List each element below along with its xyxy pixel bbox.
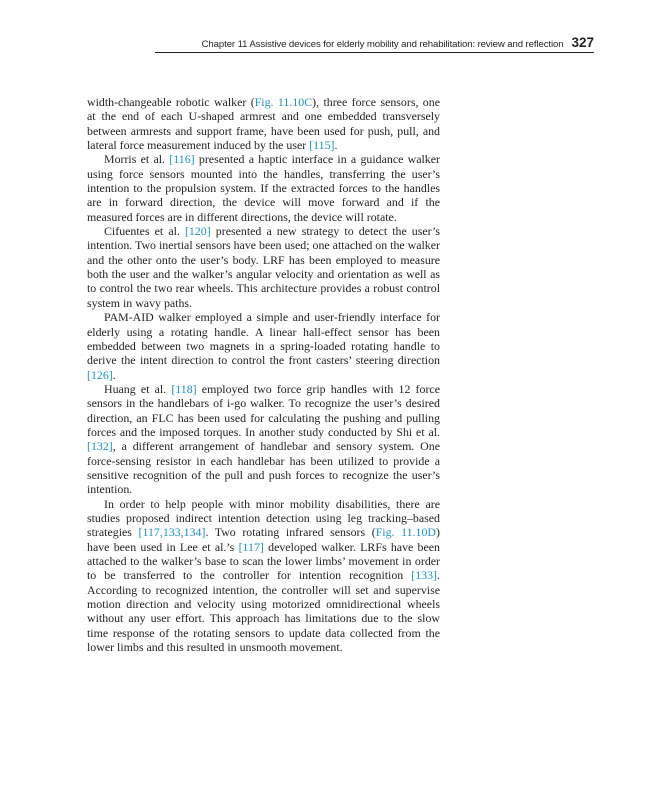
cross-reference-link[interactable]: [126] xyxy=(87,367,113,382)
paragraph-text: . According to recognized intention, the controller will set and supervise motion direction and velocity using motorized omnidirectional wheels without any user effort. This approach has limitations due to the slow time response of the rotating sensors to update data collected from the lower limbs and this resulted in unsmooth movement. xyxy=(87,568,440,655)
paragraph xyxy=(87,95,440,152)
cross-reference-link[interactable]: [120] xyxy=(184,224,211,239)
cross-reference-link[interactable]: [115] xyxy=(309,138,335,153)
cross-reference-link[interactable]: [118] xyxy=(171,381,197,396)
paragraph xyxy=(87,224,440,310)
paragraph xyxy=(87,497,440,655)
cross-reference-link[interactable]: [133] xyxy=(411,568,438,583)
paragraph-text: ), three force sensors, one at the end of each U-shaped armrest and one embedded transversely between armrests and support frame, have been used for push, pull, and lateral force measurement induced by the user xyxy=(87,95,440,153)
page-number: 327 xyxy=(571,35,594,50)
cross-reference-link[interactable]: Fig. 11.10C xyxy=(254,95,313,109)
cross-reference-link[interactable]: [132] xyxy=(87,439,113,454)
paragraph xyxy=(87,382,440,497)
paragraph-text: Cifuentes et al. xyxy=(104,224,185,239)
paragraph-text: ) have been used in Lee et al.’s xyxy=(87,525,440,554)
body-text xyxy=(87,95,440,654)
paragraph-text: , a different arrangement of handlebar and sensory system. One force-sensing resistor in each handlebar has been utilized to provide a sensitive recognition of the pull and push forces to recognize the user’s intention. xyxy=(87,439,440,497)
paragraph-text: employed two force grip handles with 12 force sensors in the handlebars of i-go walker. To recognize the user’s desired direction, an FLC has been used for calculating the pushing and pulling forces and the imposed torques. In another study conducted by Shi et al. xyxy=(87,381,440,439)
paragraph xyxy=(87,152,440,224)
chapter-title: Chapter 11 Assistive devices for elderly mobility and rehabilitation: review and reflection xyxy=(201,39,564,50)
paragraph-text: Huang et al. xyxy=(104,381,172,396)
cross-reference-link[interactable]: [117,133,134] xyxy=(138,525,206,540)
cross-reference-link[interactable]: Fig. 11.10D xyxy=(375,525,437,540)
paragraph-text: . xyxy=(334,138,338,153)
cross-reference-link[interactable]: [117] xyxy=(238,539,264,554)
paragraph-text: PAM-AID walker employed a simple and user-friendly interface for elderly using a rotating handle. A linear hall-effect sensor has been embedded between two magnets in a spring-loaded rotating handle to derive the intent direction to control the front casters’ steering direction xyxy=(87,310,440,368)
paragraph-text: . Two rotating infrared sensors ( xyxy=(205,525,376,540)
cross-reference-link[interactable]: [116] xyxy=(169,152,195,167)
paragraph-text: developed walker. LRFs have been attached to the walker’s base to scan the lower limbs’ movement in order to be transferred to the controller for intention recognition xyxy=(87,539,440,583)
paragraph-text: In order to help people with minor mobility disabilities, there are studies proposed indirect intention detection using leg tracking–based strategies xyxy=(87,496,440,540)
paragraph-text: width-changeable robotic walker ( xyxy=(87,95,255,109)
paragraph-text: presented a haptic interface in a guidance walker using force sensors mounted into the handles, transferring the user’s intention to the propulsion system. If the extracted forces to the handles are in forward direction, the device will move forward and if the measured forces are in different directions, the device will rotate. xyxy=(87,152,440,224)
running-header xyxy=(0,34,594,52)
paragraph-text: presented a new strategy to detect the user’s intention. Two inertial sensors have been used; one attached on the walker and the other onto the user’s body. LRF has been employed to measure both the user and the walker’s angular velocity and orientation as well as to control the two rear wheels. This architecture provides a robust control system in wavy paths. xyxy=(87,224,440,310)
paragraph-text: Morris et al. xyxy=(104,152,170,167)
header-rule xyxy=(155,52,594,53)
paragraph-text: . xyxy=(112,367,116,382)
paragraph xyxy=(87,310,440,382)
